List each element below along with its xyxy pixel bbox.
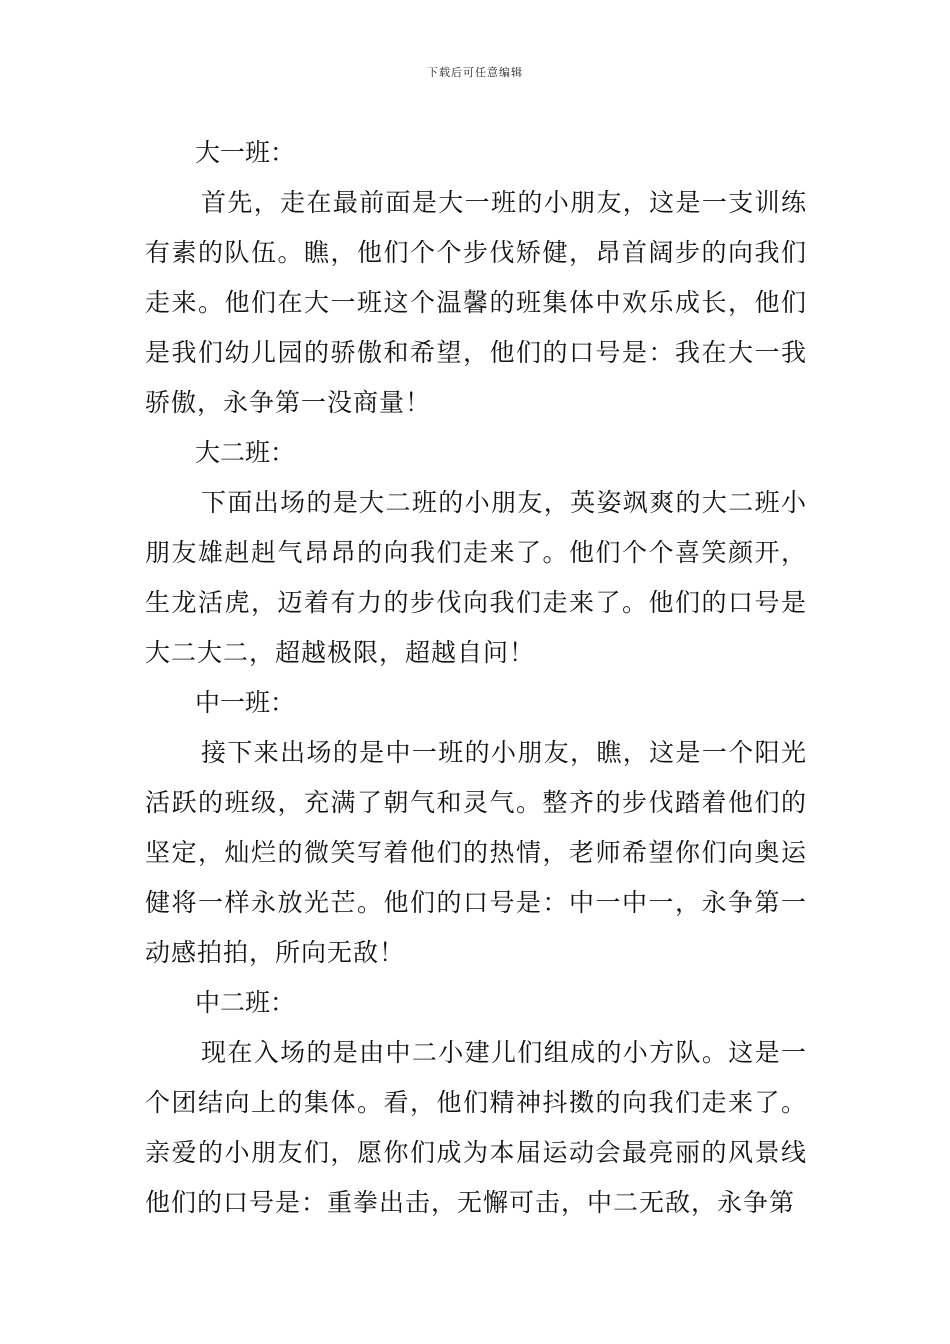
section-paragraph-zhong-er: 现在入场的是由中二小建儿们组成的小方队。这是一个团结向上的集体。看，他们精神抖擞的向我们走来了。亲爱的小朋友们，愿你们成为本届运动会最亮丽的风景线他们的口号是：重拳出击，无懈可击，中二无敌，永争第 [145, 1038, 807, 1217]
page-header: 下载后可任意编辑 [427, 66, 523, 79]
section-heading-da-yi: 大一班： [195, 138, 296, 167]
section-heading-da-er: 大二班： [195, 438, 296, 467]
section-heading-zhong-er: 中二班： [195, 988, 296, 1017]
section-paragraph-zhong-yi: 接下来出场的是中一班的小朋友，瞧，这是一个阳光活跃的班级，充满了朝气和灵气。整齐的步伐踏着他们的坚定，灿烂的微笑写着他们的热情，老师希望你们向奥运健将一样永放光芒。他们的口号是：中一中一，永争第一动感拍拍，所向无敌！ [145, 738, 807, 967]
document-body [145, 128, 807, 1228]
section-paragraph-da-er: 下面出场的是大二班的小朋友，英姿飒爽的大二班小朋友雄赳赳气昂昂的向我们走来了。他们个个喜笑颜开，生龙活虎，迈着有力的步伐向我们走来了。他们的口号是大二大二，超越极限，超越自问！ [145, 488, 807, 667]
section-heading-zhong-yi: 中一班： [195, 688, 296, 717]
section-paragraph-da-yi: 首先，走在最前面是大一班的小朋友，这是一支训练有素的队伍。瞧，他们个个步伐矫健，昂首阔步的向我们走来。他们在大一班这个温馨的班集体中欢乐成长，他们是我们幼儿园的骄傲和希望，他们的口号是：我在大一我骄傲，永争第一没商量！ [145, 188, 807, 417]
